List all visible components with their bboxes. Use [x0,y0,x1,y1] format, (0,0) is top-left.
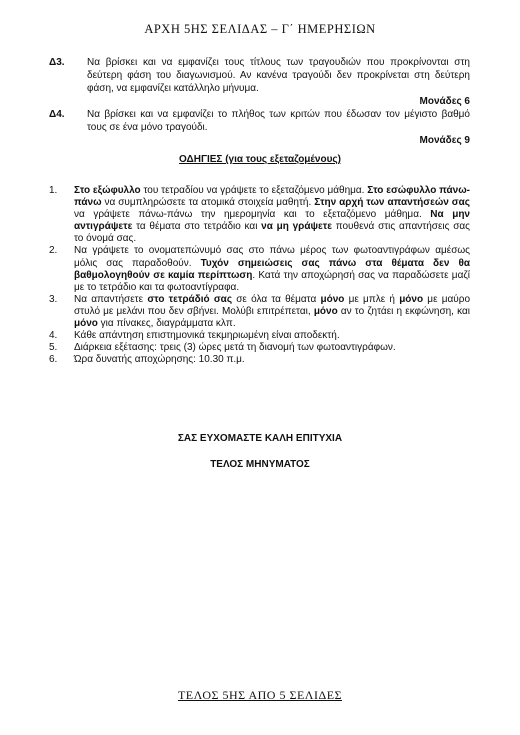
instruction-item [49,294,470,330]
instruction-emphasis: Στο εξώφυλλο [74,185,141,196]
instruction-run: Διάρκεια εξέτασης: τρεις (3) ώρες μετά τη διανομή των φωτοαντιγράφων. [74,342,396,354]
instruction-run: σε όλα τα θέματα [232,293,321,305]
page-footer: ΤΕΛΟΣ 5ΗΣ ΑΠΟ 5 ΣΕΛΙΔΕΣ [177,688,343,702]
instruction-text [74,294,470,330]
instruction-run: για πίνακες, διαγράμματα κλπ. [97,318,236,330]
instruction-run: να γράψετε πάνω-πάνω την ημερομηνία και το εξεταζόμενο μάθημα. [74,209,431,221]
instruction-emphasis: Στο εσώφυλλο πάνω-πάνω [74,185,470,209]
instruction-run: Να απαντήσετε [74,293,148,305]
instruction-number: 4. [49,330,58,342]
instruction-emphasis: Να μην αντιγράψετε [74,209,470,233]
question-number: Δ4. [49,109,65,120]
instruction-text [74,185,470,245]
instruction-number: 5. [49,342,58,354]
instruction-run: με μπλε ή [344,293,400,305]
question-text: Να βρίσκει και να εμφανίζει το πλήθος των κριτών που έδωσαν τον μέγιστο βαθμό τους σε ένα μόνο τραγούδι. [87,109,470,133]
instruction-number: 3. [49,293,58,305]
instruction-text [74,342,470,354]
instruction-text [74,245,470,293]
instruction-emphasis: μόνο [74,318,98,330]
instruction-run: αν το ζητάει η εκφώνηση, και [337,305,470,317]
instruction-emphasis: Στην αρχή των απαντήσεών σας [314,197,470,209]
instruction-item [49,185,470,245]
instruction-item [49,245,470,293]
instruction-run: με μαύρο στυλό με μελάνι που δεν σβήνει. Μολύβι επιτρέπεται, [74,293,471,317]
end-of-message: ΤΕΛΟΣ ΜΗΝΥΜΑΤΟΣ [210,459,310,470]
instruction-emphasis: στο τετράδιό σας [147,293,233,305]
instruction-number: 2. [49,245,58,257]
instruction-number: 6. [49,354,58,366]
closing-wish: ΣΑΣ ΕΥΧΟΜΑΣΤΕ ΚΑΛΗ ΕΠΙΤΥΧΙΑ [177,433,343,444]
instruction-emphasis: μόνο [313,305,338,317]
instruction-run: Κάθε απάντηση επιστημονικά τεκμηριωμένη είναι αποδεκτή. [74,330,340,342]
question-d4 [49,108,470,147]
question-text: Να βρίσκει και να εμφανίζει τους τίτλους των τραγουδιών που προκρίνονται στη δεύτερη φάση του διαγωνισμού. Αν κανένα τραγούδι δεν προκρίνεται στη δεύτερη φάση, να εμφανίζει κατάλληλο μήνυμα. [87,57,470,94]
question-number: Δ3. [49,57,65,68]
page-header: ΑΡΧΗ 5ΗΣ ΣΕΛΙΔΑΣ – Γ΄ ΗΜΕΡΗΣΙΩΝ [144,22,376,36]
instructions-title: ΟΔΗΓΙΕΣ (για τους εξεταζομένους) [179,154,341,165]
instruction-run: τα θέματα στο τετράδιο και [132,221,262,233]
instruction-run: του τετραδίου να γράψετε το εξεταζόμενο μάθημα. [140,185,368,196]
instructions-list [49,185,470,366]
instruction-run: να συμπληρώσετε τα ατομικά στοιχεία μαθητή. [101,197,315,209]
instruction-run: . Κατά την αποχώρησή σας να παραδώσετε μαζί με το τετράδιο και τα φωτοαντίγραφα. [74,269,470,293]
instruction-emphasis: να μη γράψετε [261,221,332,233]
instruction-item [49,342,470,354]
instruction-emphasis: Τυχόν σημειώσεις σας πάνω στα θέματα δεν θα βαθμολογηθούν σε καμία περίπτωση [74,257,470,281]
question-marks: Μονάδες 6 [419,96,470,107]
instruction-item [49,330,470,342]
instruction-emphasis: μόνο [399,293,424,305]
instruction-number: 1. [49,185,58,196]
instruction-text [74,354,470,366]
instruction-emphasis: μόνο [320,293,345,305]
instruction-run: Ώρα δυνατής αποχώρησης: 10.30 π.μ. [74,354,245,366]
instruction-item [49,354,470,366]
instruction-text [74,330,470,342]
question-d3 [49,56,470,108]
instruction-run: Να γράψετε το ονοματεπώνυμό σας στο πάνω μέρος των φωτοαντιγράφων αμέσως μόλις σας παραδοθούν. [74,245,470,269]
question-marks: Μονάδες 9 [419,135,470,146]
instruction-run: πουθενά στις απαντήσεις σας το όνομά σας. [74,221,470,245]
